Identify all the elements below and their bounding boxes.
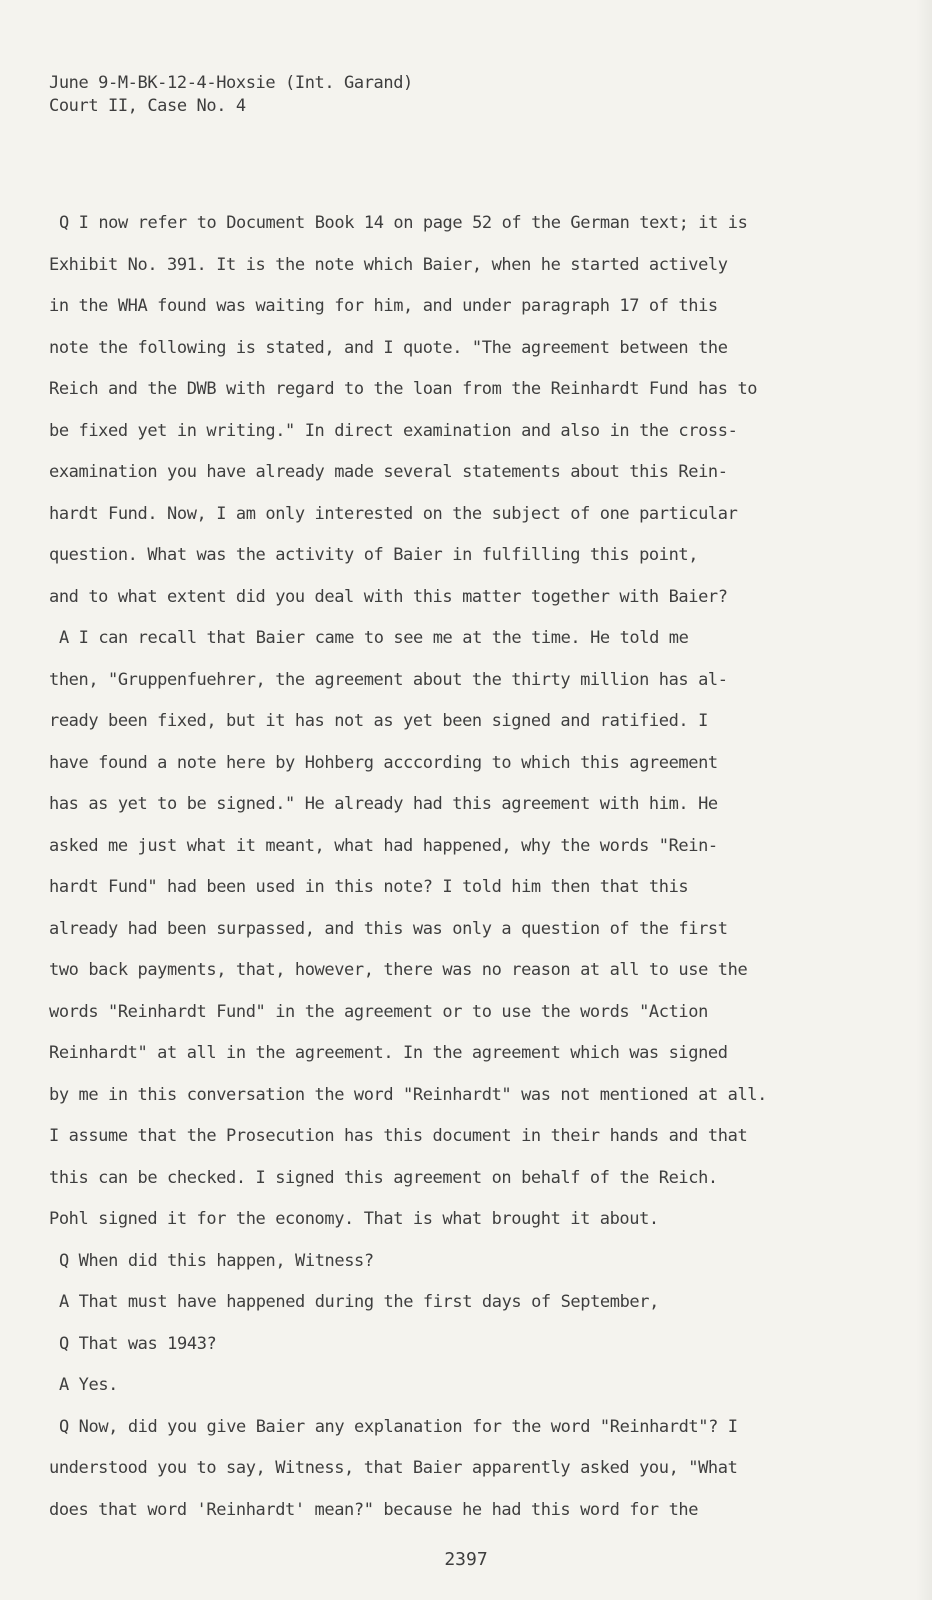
transcript-line: two back payments, that, however, there was no reason at all to use the [49,960,748,980]
transcript-line: Q That was 1943? [59,1333,217,1354]
transcript-line: examination you have already made several statements about this Rein- [49,462,728,482]
transcript-line: understood you to say, Witness, that Baier apparently asked you, "What [49,1458,738,1478]
transcript-body [49,213,909,1541]
transcript-line: Pohl signed it for the economy. That is what brought it about. [49,1209,659,1229]
transcript-line: by me in this conversation the word "Reinhardt" was not mentioned at all. [49,1084,767,1105]
transcript-line: be fixed yet in writing." In direct examination and also in the cross- [49,420,738,441]
transcript-line: A That must have happened during the first days of September, [59,1292,659,1312]
transcript-line: then, "Gruppenfuehrer, the agreement about the thirty million has al- [49,669,728,690]
document-header [49,72,413,118]
transcript-line: question. What was the activity of Baier in fulfilling this point, [49,545,699,565]
transcript-line: Q I now refer to Document Book 14 on page 52 of the German text; it is [59,213,748,233]
transcript-line: I assume that the Prosecution has this document in their hands and that [49,1126,748,1146]
page-edge-shadow [916,0,932,1600]
transcript-line: Exhibit No. 391. It is the note which Baier, when he started actively [49,254,728,275]
transcript-line: already had been surpassed, and this was only a question of the first [49,918,728,939]
transcript-line: hardt Fund" had been used in this note? I told him then that this [49,877,689,897]
transcript-line: does that word 'Reinhardt' mean?" because he had this word for the [49,1499,699,1520]
transcript-line: Q When did this happen, Witness? [59,1250,374,1271]
transcript-line: this can be checked. I signed this agreement on behalf of the Reich. [49,1167,718,1188]
transcript-line: A Yes. [59,1375,119,1395]
transcript-line: and to what extent did you deal with this matter together with Baier? [49,586,728,607]
transcript-line: Reinhardt" at all in the agreement. In the agreement which was signed [49,1043,728,1063]
transcript-line: Reich and the DWB with regard to the loan from the Reinhardt Fund has to [49,379,758,399]
transcript-line: words "Reinhardt Fund" in the agreement or to use the words "Action [49,1001,708,1022]
transcript-line: asked me just what it meant, what had happened, why the words "Rein- [49,835,718,856]
transcript-line: in the WHA found was waiting for him, and under paragraph 17 of this [49,296,718,316]
transcript-line: hardt Fund. Now, I am only interested on the subject of one particular [49,503,738,524]
transcript-line: ready been fixed, but it has not as yet been signed and ratified. I [49,711,708,731]
header-line-1: June 9-M-BK-12-4-Hoxsie (Int. Garand) [49,73,413,93]
transcript-line: have found a note here by Hohberg acccording to which this agreement [49,752,718,773]
page-number: 2397 [444,1549,488,1570]
transcript-line: has as yet to be signed." He already had this agreement with him. He [49,794,718,814]
transcript-line: A I can recall that Baier came to see me at the time. He told me [59,628,689,648]
transcript-line: note the following is stated, and I quote. "The agreement between the [49,337,728,358]
transcript-line: Q Now, did you give Baier any explanation for the word "Reinhardt"? I [59,1416,738,1437]
header-line-2: Court II, Case No. 4 [49,96,246,116]
